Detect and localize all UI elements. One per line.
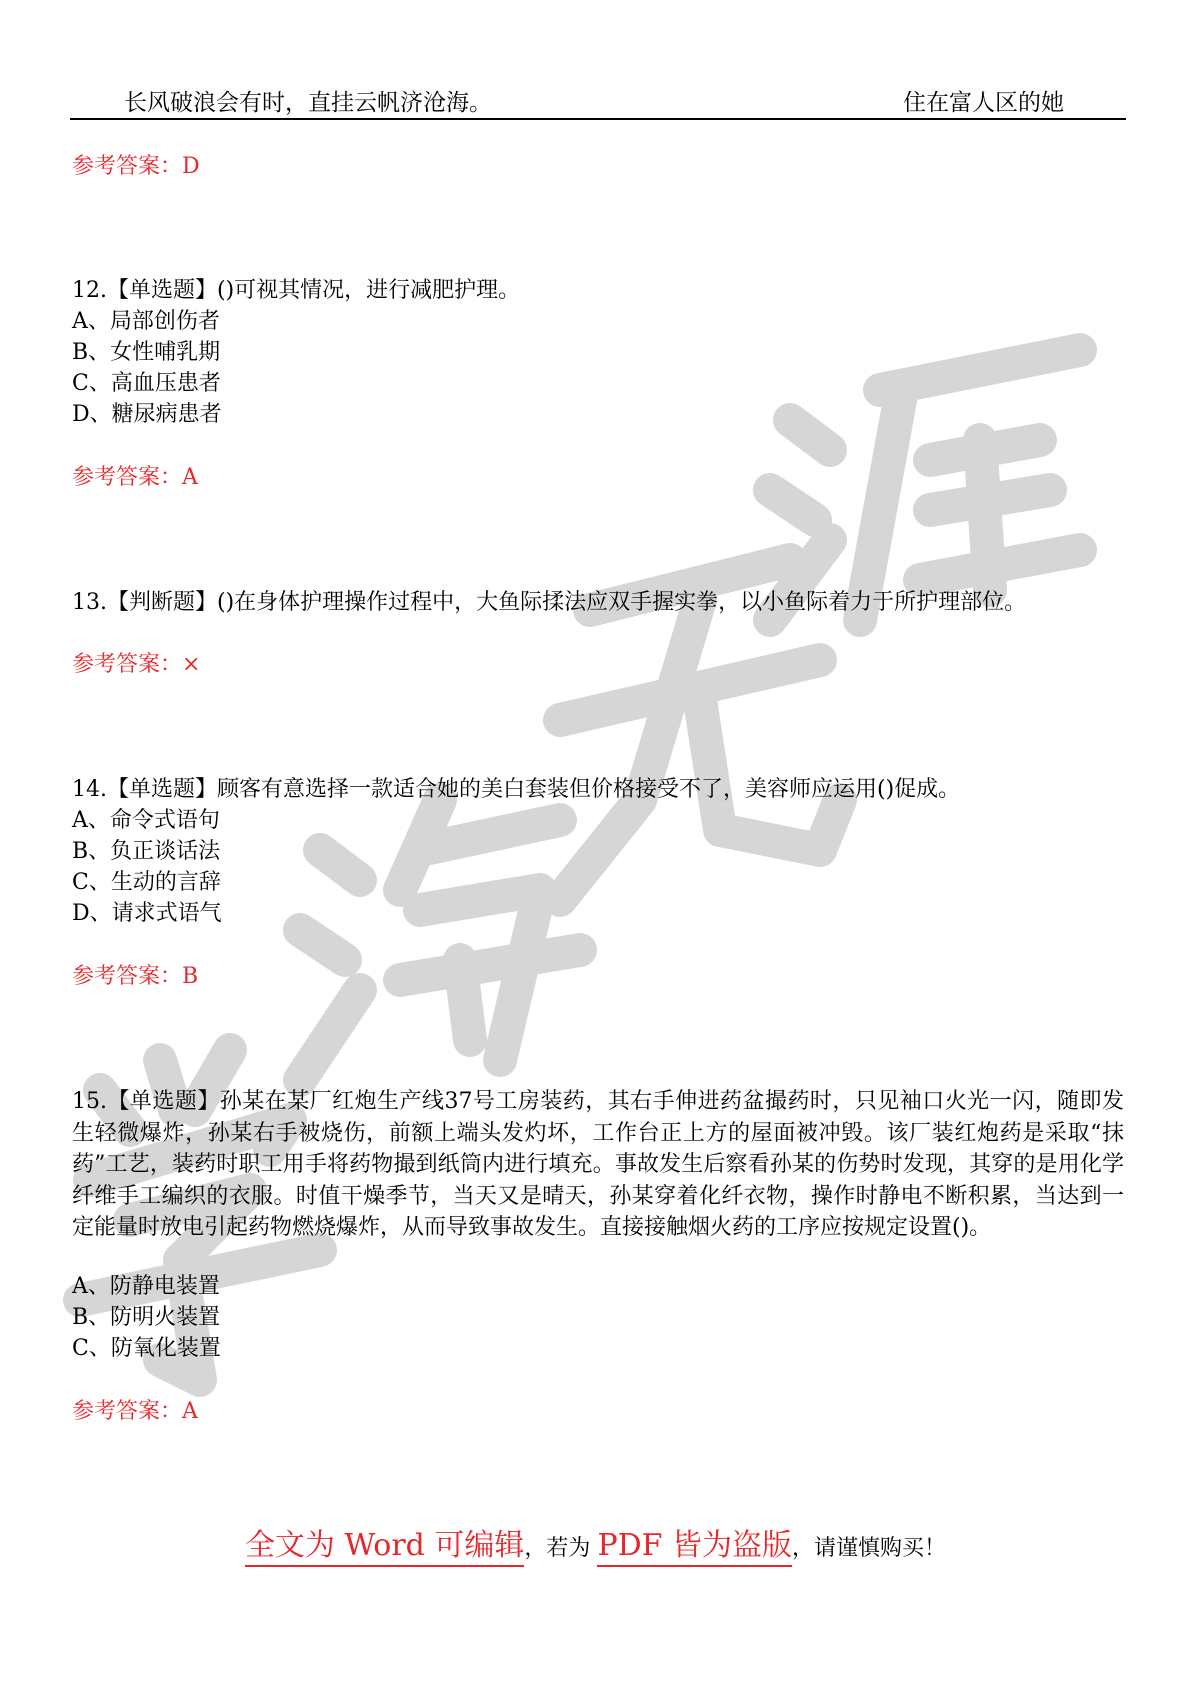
q14-option-b: B、负正谈话法 (72, 839, 221, 864)
footer-word-editable: 全文为 Word 可编辑 (245, 1528, 524, 1567)
q13-stem: 13.【判断题】()在身体护理操作过程中，大鱼际揉法应双手握实拳，以小鱼际着力于所护理部位。 (72, 590, 1027, 615)
q15-option-b: B、防明火装置 (72, 1305, 221, 1330)
q12-option-a: A、局部创伤者 (72, 309, 220, 334)
footer-pdf-pirated: PDF 皆为盗版 (597, 1528, 792, 1567)
footer-notice (0, 1520, 1191, 1564)
header-motto: 长风破浪会有时，直挂云帆济沧海。 (124, 90, 492, 116)
watermark-char-2 (300, 800, 580, 1080)
q12-option-c: C、高血压患者 (72, 371, 221, 396)
q14-option-a: A、命令式语句 (72, 808, 220, 833)
q15-answer: 参考答案：A (72, 1399, 198, 1424)
q12-option-b: B、女性哺乳期 (72, 340, 221, 365)
q15-option-c: C、防氧化装置 (72, 1336, 221, 1361)
q15-option-a: A、防静电装置 (72, 1274, 220, 1299)
footer-sep-1: ，若为 (524, 1536, 591, 1561)
q14-answer: 参考答案：B (72, 964, 199, 989)
page-header (70, 80, 1126, 120)
watermark-char-4 (770, 350, 1080, 620)
q12-option-d: D、糖尿病患者 (72, 402, 222, 427)
q14-option-c: C、生动的言辞 (72, 870, 221, 895)
answer-prev: 参考答案：D (72, 154, 200, 179)
q14-stem: 14.【单选题】顾客有意选择一款适合她的美白套装但价格接受不了，美容师应运用()促成。 (72, 777, 961, 802)
header-author: 住在富人区的她 (903, 90, 1064, 116)
q12-answer: 参考答案：A (72, 465, 198, 490)
q14-option-d: D、请求式语气 (72, 901, 222, 926)
q15-stem: 15.【单选题】孙某在某厂红炮生产线37号工房装药，其右手伸进药盆撮药时，只见袖口火光一闪，随即发生轻微爆炸，孙某右手被烧伤，前额上端头发灼坏，工作台正上方的屋面被冲毁。该厂装红炮药是采取“抹药”工艺，装药时职工用手将药物撮到纸筒内进行填充。事故发生后察看孙某的伤势时发现，其穿的是用化学纤维手工编织的衣服。时值干燥季节，当天又是晴天，孙某穿着化纤衣物，操作时静电不断积累，当达到一定能量时放电引起药物燃烧爆炸，从而导致事故发生。直接接触烟火药的工序应按规定设置()。 (72, 1089, 1124, 1240)
q12-stem: 12.【单选题】()可视其情况，进行减肥护理。 (72, 278, 521, 303)
q13-answer: 参考答案：× (72, 652, 201, 677)
footer-sep-2: ，请谨慎购买！ (792, 1536, 947, 1561)
